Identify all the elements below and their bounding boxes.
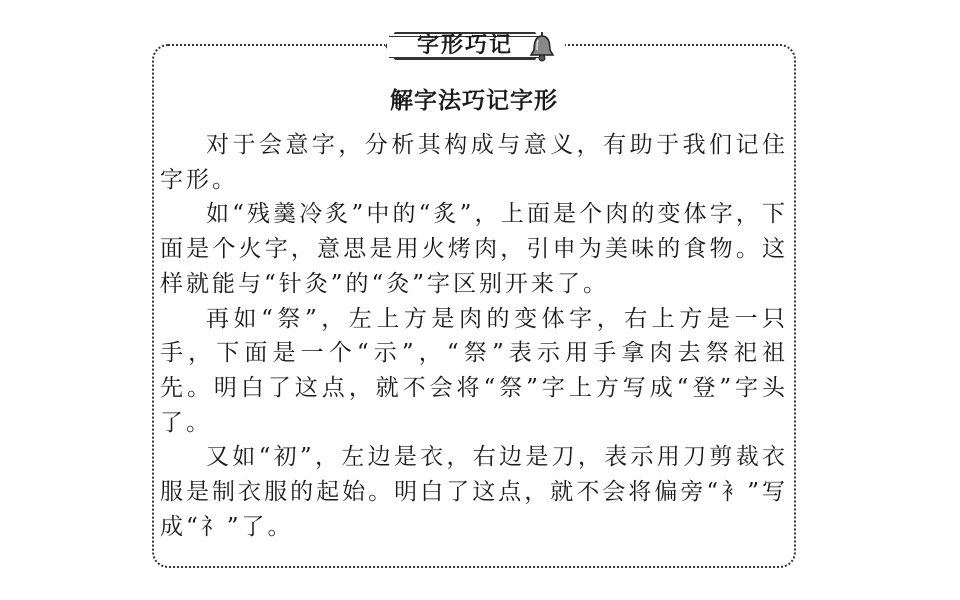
bell-icon (529, 30, 555, 62)
paragraph-4: 又如“初”，左边是衣，右边是刀，表示用刀剪裁衣服是制衣服的起始。明白了这点，就不会将偏旁“衤”写成“礻”了。 (160, 444, 788, 540)
paragraph-3: 再如“祭”，左上方是肉的变体字，右上方是一只手，下面是一个“示”，“祭”表示用手拿肉去祭祀祖先。明白了这点，就不会将“祭”字上方写成“登”字头了。 (160, 305, 788, 436)
article-title: 解字法巧记字形 (390, 88, 558, 114)
section-banner (385, 28, 565, 64)
article-body (160, 128, 788, 544)
paragraph-2: 如“残羹冷炙”中的“炙”，上面是个肉的变体字，下面是个火字，意思是用火烤肉，引申为美味的食物。这样就能与“针灸”的“灸”字区别开来了。 (160, 201, 788, 297)
banner-title: 字形巧记 (416, 33, 513, 58)
paragraph-1: 对于会意字，分析其构成与意义，有助于我们记住字形。 (160, 132, 788, 193)
